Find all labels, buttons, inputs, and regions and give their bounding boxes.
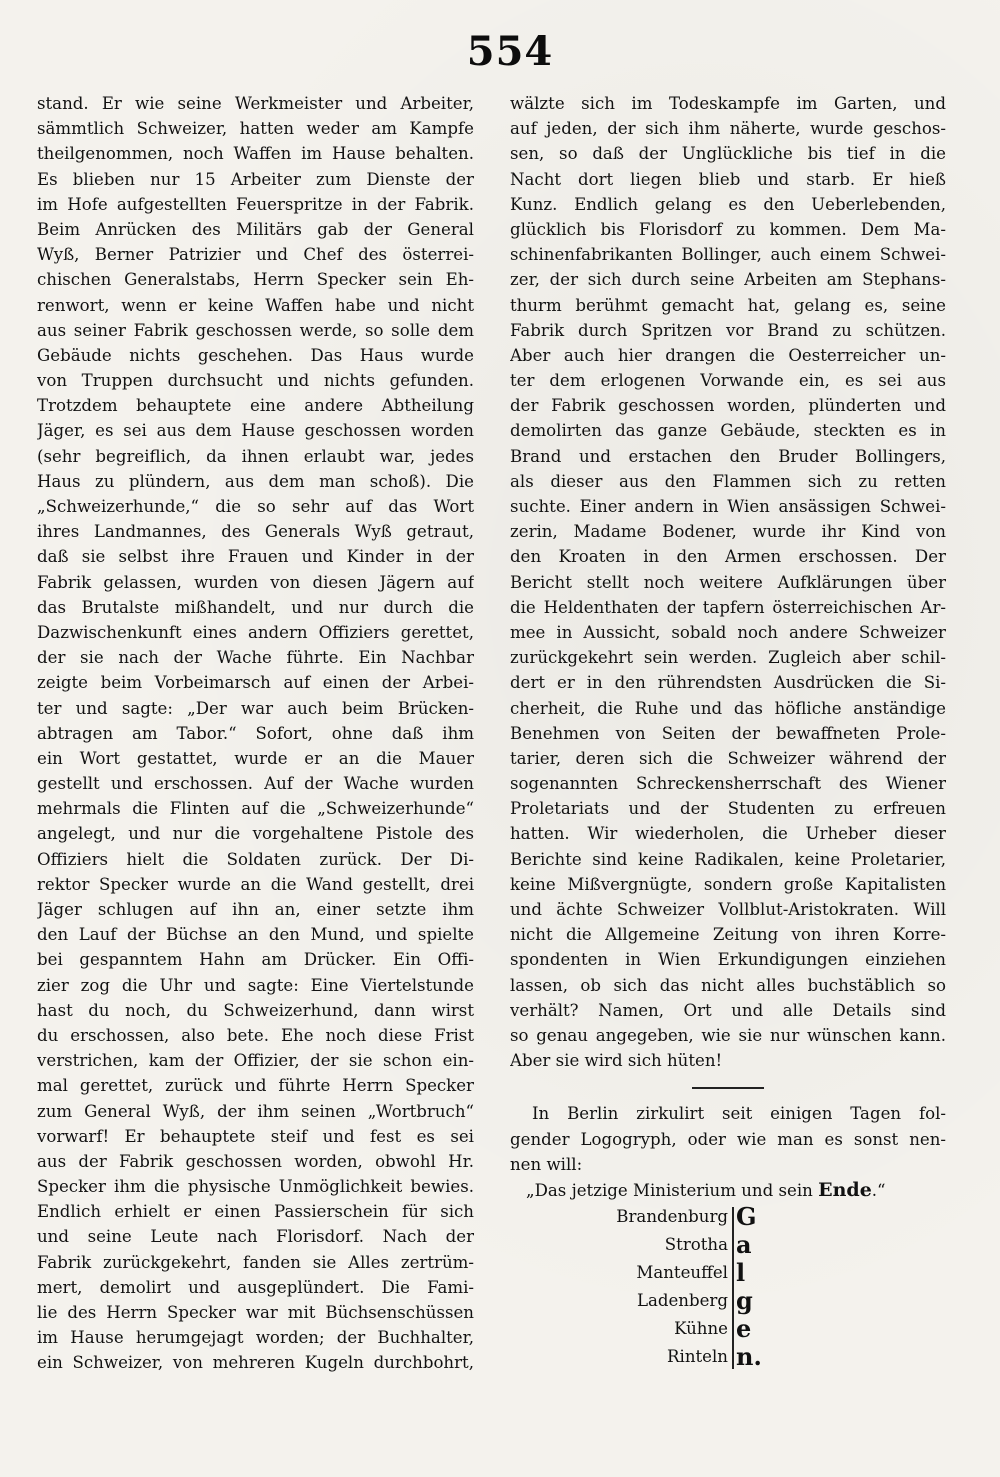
logogriph-title (510, 1177, 946, 1203)
text-line: bei gespanntem Hahn am Drücker. Ein Offi- (37, 950, 474, 970)
text-line: spondenten in Wien Erkundigungen einziehen (510, 950, 946, 970)
text-line: du erschossen, also bete. Ehe noch diese Frist (37, 1025, 474, 1045)
logogriph-letter: l (736, 1257, 746, 1287)
text-line: den Lauf der Büchse an den Mund, und spielte (37, 925, 474, 945)
text-line: Offiziers hielt die Soldaten zurück. Der Di- (37, 849, 474, 869)
text-line: vorwarf! Er behauptete steif und fest es sei (37, 1126, 474, 1146)
logogriph-name: Ladenberg (636, 1290, 728, 1310)
text-line: Aber auch hier drangen die Oesterreicher un- (510, 345, 946, 365)
logogriph-row (510, 1285, 753, 1315)
text-line: gestellt und erschossen. Auf der Wache wurden (37, 774, 474, 794)
text-line: lie des Herrn Specker war mit Büchsenschüssen (37, 1303, 474, 1322)
text-line: zum General Wyß, der ihm seinen „Wortbruch“ (37, 1101, 474, 1121)
second-article-text (510, 1101, 946, 1177)
text-line: stand. Er wie seine Werkmeister und Arbeiter, (37, 94, 474, 113)
text-line: abtragen am Tabor.“ Sofort, ohne daß ihm (37, 723, 474, 743)
text-line: zier zog die Uhr und sagte: Eine Viertelstunde (37, 975, 474, 995)
text-line: Nacht dort liegen blieb und starb. Er hieß (510, 169, 946, 189)
text-line: den Kroaten in den Armen erschossen. Der (510, 547, 946, 567)
text-line: suchte. Einer andern in Wien ansässigen Schwei- (510, 497, 946, 516)
text-line: Es blieben nur 15 Arbeiter zum Dienste der (37, 169, 474, 189)
logogriph-row (510, 1313, 752, 1343)
text-line: Dazwischenkunft eines andern Offiziers gerettet, (37, 622, 474, 642)
text-line: theilgenommen, noch Waffen im Hause behalten. (37, 144, 474, 164)
text-line: wälzte sich im Todeskampfe im Garten, und (510, 94, 946, 113)
text-line: nen will: (510, 1154, 583, 1174)
text-line: Jäger, es sei aus dem Hause geschossen worden (37, 421, 474, 441)
text-line: „Schweizerhunde,“ die so sehr auf das Wort (37, 497, 474, 516)
text-line: sogenannten Schreckensherrschaft des Wiener (510, 774, 946, 794)
text-line: thurm berühmt gemacht hat, gelang es, seine (510, 295, 946, 315)
text-line: Beim Anrücken des Militärs gab der General (37, 219, 474, 239)
right-column (510, 91, 946, 1373)
text-line: Wyß, Berner Patrizier und Chef des österrei- (37, 245, 474, 265)
logogriph-title-prefix: „Das jetzige Ministerium und sein (526, 1180, 813, 1200)
text-line: ein Schweizer, von mehreren Kugeln durchbohrt, (37, 1353, 474, 1373)
text-line: keine Mißvergnügte, sondern große Kapitalisten (510, 874, 946, 894)
text-line: Trotzdem behauptete eine andere Abtheilung (37, 396, 474, 416)
logogriph-row (510, 1201, 757, 1231)
logogriph-bracket (732, 1207, 734, 1369)
text-line: sen, so daß der Unglückliche bis tief in die (510, 144, 946, 164)
text-line: nicht die Allgemeine Zeitung von ihren Korre- (510, 925, 946, 945)
text-line: angelegt, und nur die vorgehaltene Pistole des (37, 824, 474, 844)
text-line: mal gerettet, zurück und führte Herrn Specker (37, 1076, 474, 1096)
text-line: daß sie selbst ihre Frauen und Kinder in der (37, 547, 474, 567)
text-line: Endlich erhielt er einen Passierschein für sich (37, 1202, 474, 1222)
text-line: Specker ihm die physische Unmöglichkeit bewies. (37, 1177, 474, 1197)
text-line: Berichte sind keine Radikalen, keine Proletarier, (510, 849, 946, 869)
text-line: zeigte beim Vorbeimarsch auf einen der Arbei- (37, 673, 474, 693)
text-line: Benehmen von Seiten der bewaffneten Prole- (510, 723, 946, 743)
text-line: und ächte Schweizer Vollblut-Aristokraten. Will (510, 900, 946, 919)
text-line: lassen, ob sich das nicht alles buchstäblich so (510, 975, 946, 995)
logogriph-row (510, 1257, 746, 1287)
text-line: Haus zu plündern, aus dem man schoß). Die (37, 471, 474, 491)
text-line: als dieser aus den Flammen sich zu retten (510, 471, 946, 491)
text-line: der Fabrik geschossen worden, plünderten und (510, 396, 946, 416)
text-line: auf jeden, der sich ihm näherte, wurde geschos- (510, 119, 946, 139)
text-line: Jäger schlugen auf ihn an, einer setzte ihm (37, 900, 474, 919)
text-line: demolirten das ganze Gebäude, steckten es in (510, 421, 946, 441)
logogriph-name: Rinteln (667, 1346, 728, 1366)
text-line: mehrmals die Flinten auf die „Schweizerhunde“ (37, 799, 474, 819)
text-line: im Hofe aufgestellten Feuerspritze in der Fabrik. (37, 194, 474, 214)
text-line: (sehr begreiflich, da ihnen erlaubt war, jedes (37, 446, 474, 466)
text-line: Fabrik durch Spritzen vor Brand zu schützen. (510, 320, 946, 340)
text-line: im Hause herumgejagt worden; der Buchhalter, (37, 1328, 474, 1348)
logogriph (510, 1177, 946, 1373)
text-line: verhält? Namen, Ort und alle Details sind (510, 1000, 946, 1020)
text-line: Proletariats und der Studenten zu erfreuen (510, 799, 946, 819)
text-line: ein Wort gestattet, wurde er an die Mauer (37, 748, 474, 768)
left-column (37, 91, 474, 1376)
text-line: Fabrik zurückgekehrt, fanden sie Alles zertrüm- (37, 1252, 474, 1272)
text-line: und seine Leute nach Florisdorf. Nach der (37, 1227, 474, 1247)
text-line: ihres Landmannes, des Generals Wyß getraut, (37, 522, 474, 542)
text-line: Gebäude nichts geschehen. Das Haus wurde (37, 345, 474, 365)
text-line: die Heldenthaten der tapfern österreichischen Ar- (510, 597, 946, 617)
text-line: schinenfabrikanten Bollinger, auch einem Schwei- (510, 245, 946, 265)
logogriph-letter: e (736, 1313, 752, 1343)
text-line: aus seiner Fabrik geschossen werde, so solle dem (37, 320, 474, 340)
text-line: hast du noch, du Schweizerhund, dann wirst (37, 1000, 474, 1020)
text-line: Kunz. Endlich gelang es den Ueberlebenden, (510, 194, 946, 214)
text-line: Fabrik gelassen, wurden von diesen Jägern auf (37, 572, 474, 592)
text-line: sämmtlich Schweizer, hatten weder am Kampfe (37, 119, 474, 139)
text-line: so genau angegeben, wie sie nur wünschen kann. (510, 1025, 946, 1045)
text-line: zer, der sich durch seine Arbeiten am Stephans- (510, 270, 946, 290)
text-line: glücklich bis Florisdorf zu kommen. Dem Ma- (510, 219, 946, 239)
text-line: mee in Aussicht, sobald noch andere Schweizer (510, 622, 946, 642)
text-line: rektor Specker wurde an die Wand gestellt, drei (37, 874, 474, 894)
text-line: von Truppen durchsucht und nichts gefunden. (37, 371, 474, 391)
text-line: ter und sagte: „Der war auch beim Brücken- (37, 698, 474, 718)
text-line: hatten. Wir wiederholen, die Urheber dieser (510, 824, 946, 844)
text-line: ter dem erlogenen Vorwande ein, es sei aus (510, 371, 946, 391)
logogriph-title-bold: Ende (818, 1178, 872, 1201)
text-line: chischen Generalstabs, Herrn Specker sein Eh- (37, 270, 474, 290)
text-line: zurückgekehrt sein werden. Zugleich aber schil- (510, 648, 946, 668)
text-line: In Berlin zirkulirt seit einigen Tagen fol- (532, 1104, 946, 1124)
text-line: aus der Fabrik geschossen worden, obwohl Hr. (37, 1151, 474, 1171)
logogriph-name: Strotha (664, 1234, 728, 1254)
logogriph-letter: n. (736, 1341, 762, 1371)
logogriph-letter: G (736, 1201, 757, 1231)
text-line: Aber sie wird sich hüten! (510, 1051, 723, 1071)
page-number: 554 (466, 28, 554, 75)
logogriph-name: Manteuffel (636, 1262, 728, 1282)
text-line: der sie nach der Wache führte. Ein Nachbar (37, 648, 474, 668)
right-column-text (510, 91, 946, 1073)
text-line: verstrichen, kam der Offizier, der sie schon ein- (37, 1051, 474, 1071)
text-line: das Brutalste mißhandelt, und nur durch die (37, 597, 474, 617)
text-line: Bericht stellt noch weitere Aufklärungen über (510, 572, 946, 592)
logogriph-name: Kühne (674, 1318, 728, 1338)
text-line: renwort, wenn er keine Waffen habe und nicht (37, 295, 474, 315)
logogriph-row (510, 1229, 752, 1259)
logogriph-name: Brandenburg (616, 1206, 728, 1226)
logogriph-letter: a (736, 1229, 752, 1259)
text-line: dert er in den rührendsten Ausdrücken die Si- (510, 673, 946, 693)
text-line: gender Logogryph, oder wie man es sonst nen- (510, 1129, 946, 1149)
logogriph-row (510, 1341, 762, 1371)
text-line: cherheit, die Ruhe und das höfliche anständige (510, 698, 946, 718)
article-divider (510, 1073, 946, 1101)
text-line: mert, demolirt und ausgeplündert. Die Fami- (37, 1277, 474, 1297)
text-line: Brand und erstachen den Bruder Bollingers, (510, 446, 946, 466)
logogriph-title-suffix: .“ (871, 1180, 886, 1200)
logogriph-letter: g (736, 1285, 753, 1315)
text-line: zerin, Madame Bodener, wurde ihr Kind von (510, 522, 946, 542)
text-line: tarier, deren sich die Schweizer während der (510, 748, 946, 768)
